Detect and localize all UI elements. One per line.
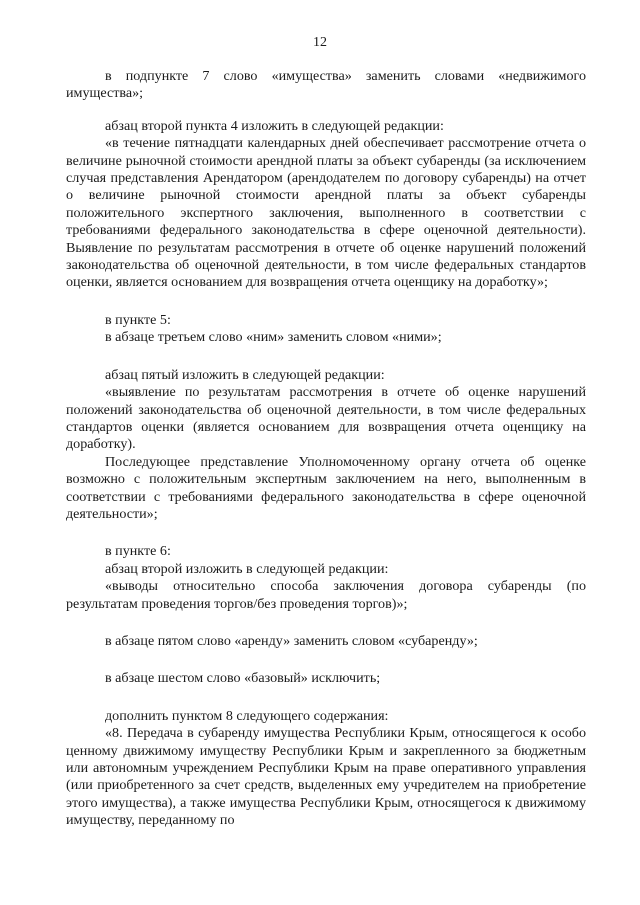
paragraph-point-5-fifth-text-cont: Последующее представление Уполномоченному органу отчета об оценке возможно с положительным экспертным заключением на него, выполненным в соответствии с требованиями федерального законодательства в сфере оценочной деятельности»; bbox=[66, 453, 586, 522]
paragraph-point-6-sixth: в абзаце шестом слово «базовый» исключить; bbox=[105, 670, 381, 687]
paragraph-point-4-intro: абзац второй пункта 4 изложить в следующей редакции: bbox=[105, 117, 444, 134]
page-number: 12 bbox=[313, 35, 327, 50]
paragraph-point-6-fifth: в абзаце пятом слово «аренду» заменить словом «субаренду»; bbox=[105, 632, 478, 649]
paragraph-point-4-text: «в течение пятнадцати календарных дней обеспечивает рассмотрение отчета о величине рыночной стоимости арендной платы за объект субаренды (за исключением случая представления Арендатором (арендодателем по договору субаренды) на отчет о величине рыночной стоимости арендной платы за объект субаренды положительного экспертного заключения, выполненного в соответствии с требованиями федерального законодательства в сфере оценочной деятельности). Выявление по результатам рассмотрения в отчете об оценке нарушений положений законодательства об оценочной деятельности, в том числе федеральных стандартов оценки, является основанием для возвращения отчета оценщику на доработку»; bbox=[66, 135, 586, 291]
paragraph-point-6-heading: в пункте 6: bbox=[105, 543, 171, 560]
paragraph-point-8-intro: дополнить пунктом 8 следующего содержания: bbox=[105, 707, 389, 724]
paragraph-point-5-fifth-intro: абзац пятый изложить в следующей редакции: bbox=[105, 366, 385, 383]
paragraph-point-6-second-intro: абзац второй изложить в следующей редакции: bbox=[105, 560, 389, 577]
paragraph-subpoint-7: в подпункте 7 слово «имущества» заменить словами «недвижимого имущества»; bbox=[66, 68, 586, 102]
paragraph-point-5-third: в абзаце третьем слово «ним» заменить словом «ними»; bbox=[105, 329, 442, 346]
paragraph-point-5-fifth-text: «выявление по результатам рассмотрения в отчете об оценке нарушений положений законодательства об оценочной деятельности, в том числе федеральных стандартов оценки (является основанием для возвращения отчета оценщику на доработку). bbox=[66, 384, 586, 453]
paragraph-point-8-text: «8. Передача в субаренду имущества Республики Крым, относящегося к особо ценному движимому имуществу Республики Крым и закрепленного за бюджетным или автономным учреждением Республики Крым на праве оперативного управления (или приобретенного за счет средств, выделенных ему учредителем на приобретение этого имущества), а также имущества Республики Крым, относящегося к движимому имуществу, переданному по bbox=[66, 725, 586, 829]
document-body bbox=[66, 68, 586, 830]
paragraph-point-5-heading: в пункте 5: bbox=[105, 311, 171, 328]
paragraph-point-6-second-text: «выводы относительно способа заключения договора субаренды (по результатам проведения торгов/без проведения торгов)»; bbox=[66, 578, 586, 612]
